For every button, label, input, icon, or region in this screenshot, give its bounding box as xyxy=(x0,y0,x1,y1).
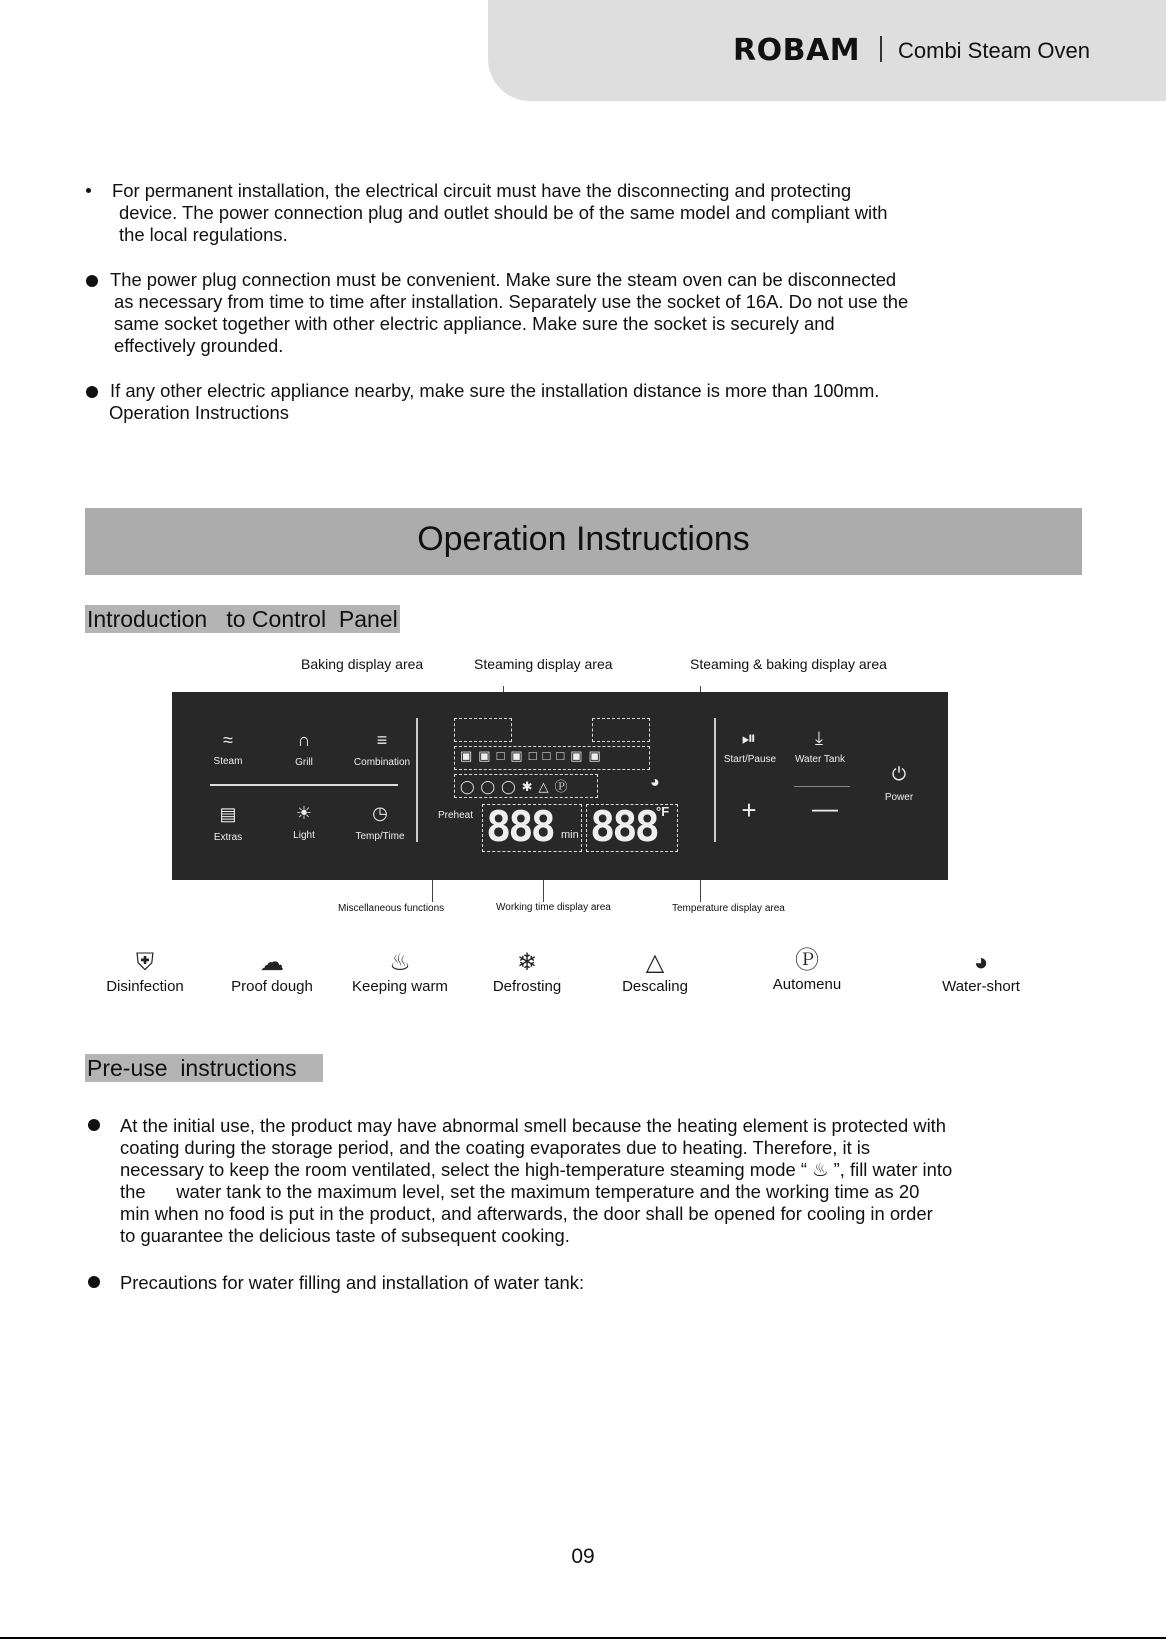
bullet-line: min when no food is put in the product, and afterwards, the door shall be opened for cooling in order xyxy=(120,1203,933,1224)
product-title: Combi Steam Oven xyxy=(898,38,1090,63)
power-icon: ⏻ xyxy=(891,764,907,784)
page-number: 09 xyxy=(571,1545,595,1568)
grill-icon: ∩ xyxy=(297,730,311,750)
button-label: Steam xyxy=(213,756,243,767)
minus-button[interactable]: — xyxy=(812,793,838,823)
legend-label: Disinfection xyxy=(106,978,184,995)
bullet-line: as necessary from time to time after installation. Separately use the socket of 16A. Do not use the xyxy=(114,291,909,312)
bullet-line: effectively grounded. xyxy=(114,335,284,356)
button-label: Grill xyxy=(295,757,313,768)
time-digits: 888 xyxy=(486,802,553,851)
button-label: Start/Pause xyxy=(723,754,777,765)
keeping-warm-icon: ♨ xyxy=(389,949,411,976)
temp-time-icon: ◷ xyxy=(372,803,388,823)
bullet-dot xyxy=(88,1276,100,1288)
bullet-line: The power plug connection must be convenient. Make sure the steam oven can be disconnected xyxy=(110,269,897,290)
section-banner xyxy=(85,508,1082,575)
bullet-dot xyxy=(86,188,91,193)
legend-label: Proof dough xyxy=(231,978,313,995)
light-icon: ☀ xyxy=(295,803,313,823)
legend-keeping-warm xyxy=(340,948,460,995)
legend-water-short xyxy=(926,948,1036,995)
bullet-line: device. The power connection plug and outlet should be of the same model and compliant with xyxy=(119,202,888,223)
legend-label: Descaling xyxy=(622,978,688,995)
legend-disinfection xyxy=(90,948,200,995)
callout-steaming: Steaming display area xyxy=(474,656,613,672)
legend-descaling xyxy=(600,948,710,995)
callout-misc: Miscellaneous functions xyxy=(338,903,445,914)
combination-icon: ≡ xyxy=(376,730,388,750)
steaming-baking-icons-box xyxy=(592,718,650,742)
bullet-line: For permanent installation, the electrical circuit must have the disconnecting and protecting xyxy=(112,180,852,201)
proof-dough-icon: ☁ xyxy=(260,949,284,976)
button-label: Light xyxy=(293,830,315,841)
steaming-icons-box xyxy=(454,718,512,742)
steam-icon: ≈ xyxy=(223,730,233,750)
button-label: Power xyxy=(884,792,914,803)
banner-title: Operation Instructions xyxy=(417,520,750,558)
bullet-line: At the initial use, the product may have abnormal smell because the heating element is protected with xyxy=(120,1115,946,1136)
legend-label: Keeping warm xyxy=(352,978,448,995)
callout-temperature: Temperature display area xyxy=(672,903,785,914)
display-icon-row: ▣▣□▣□□□▣▣ xyxy=(460,748,607,763)
disinfection-icon: ⛨ xyxy=(136,949,154,976)
header-divider xyxy=(880,36,882,62)
bullet-line: Operation Instructions xyxy=(109,402,289,423)
temp-unit: °F xyxy=(656,804,670,819)
legend-label: Automenu xyxy=(772,976,842,993)
callout-baking: Baking display area xyxy=(301,656,424,672)
bullet-line: necessary to keep the room ventilated, select the high-temperature steaming mode “ ♨ ”, fill water into xyxy=(120,1159,953,1180)
button-label: Extras xyxy=(213,832,243,843)
legend-automenu xyxy=(752,946,862,993)
panel-separator xyxy=(714,718,716,842)
water-short-icon: ◕ xyxy=(973,949,989,976)
display-icon-row: ◯◯◯✱△Ⓟ xyxy=(460,779,574,794)
bullet-line: the local regulations. xyxy=(119,224,288,245)
callout-working-time: Working time display area xyxy=(496,902,611,913)
button-label: Water Tank xyxy=(794,754,846,765)
bullet-line: same socket together with other electric appliance. Make sure the socket is securely and xyxy=(114,313,835,334)
panel-separator xyxy=(416,718,418,842)
bullet-dot xyxy=(88,1119,100,1131)
temp-digits: 888 xyxy=(590,802,657,851)
control-panel-heading: Introduction to Control Panel xyxy=(87,606,398,632)
preheat-label: Preheat xyxy=(438,810,474,821)
legend-label: Water-short xyxy=(942,978,1020,995)
brand-logo: ROBAM xyxy=(733,33,861,68)
legend-label: Defrosting xyxy=(492,978,562,995)
callout-steaming-baking: Steaming & baking display area xyxy=(690,656,887,672)
descaling-icon: △ xyxy=(645,949,665,976)
bullet-line: Precautions for water filling and installation of water tank: xyxy=(120,1272,585,1293)
extras-icon: ▤ xyxy=(219,804,237,824)
water-tank-icon: ⤓ xyxy=(815,728,823,748)
automenu-icon: Ⓟ xyxy=(795,947,819,974)
defrosting-icon: ❄ xyxy=(516,949,538,976)
bullet-line: the water tank to the maximum level, set the maximum temperature and the working time as 20 xyxy=(120,1181,920,1202)
legend-defrosting xyxy=(472,948,582,995)
bullet-dot xyxy=(86,386,98,398)
button-label: Combination xyxy=(353,757,411,768)
start-pause-icon: ⏯ xyxy=(741,728,757,748)
bullet-line: coating during the storage period, and the coating evaporates due to heating. Therefore, it is xyxy=(120,1137,871,1158)
control-panel-image xyxy=(172,692,948,880)
button-label: Temp/Time xyxy=(355,831,405,842)
legend-proof-dough xyxy=(217,948,327,995)
bullet-line: If any other electric appliance nearby, make sure the installation distance is more than 100mm. xyxy=(110,380,880,401)
bullet-dot xyxy=(86,275,98,287)
plus-button[interactable]: + xyxy=(741,795,757,825)
panel-divider xyxy=(794,786,850,787)
time-unit: min xyxy=(561,829,579,841)
preuse-heading: Pre-use instructions xyxy=(85,1054,323,1082)
water-short-indicator-icon: ◕ xyxy=(650,774,660,791)
panel-divider xyxy=(210,784,398,786)
bullet-line: to guarantee the delicious taste of subsequent cooking. xyxy=(120,1225,570,1246)
